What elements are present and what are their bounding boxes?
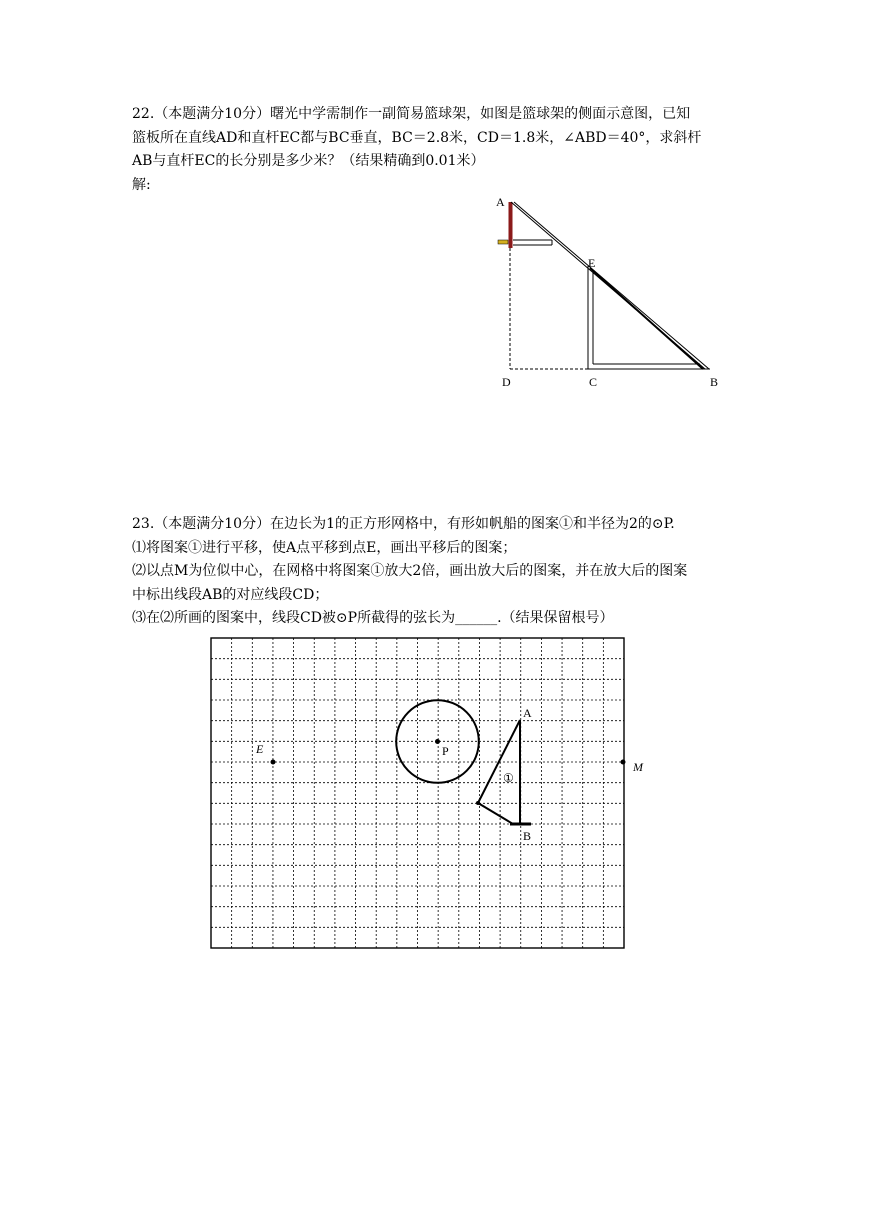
label-e: E (256, 742, 264, 756)
q23-line-1: 23.（本题满分10分）在边长为1的正方形网格中，有形如帆船的图案①和半径为2的⊙P. (132, 516, 675, 532)
label-pattern: ① (503, 771, 514, 785)
label-e: E (588, 256, 596, 270)
question-23 (132, 513, 742, 631)
point-e (271, 760, 276, 765)
label-m: M (633, 760, 643, 774)
basketball-stand-figure (490, 190, 730, 400)
q22-line-3: AB与直杆EC的长分别是多少米？（结果精确到0.01米） (132, 153, 485, 169)
backboard (509, 202, 513, 248)
rod-ab-3 (590, 268, 703, 369)
q23-line-4: 中标出线段AB的对应线段CD； (132, 586, 329, 603)
question-22 (132, 103, 742, 197)
label-a: A (523, 706, 532, 720)
label-a: A (496, 195, 505, 209)
sail-lower-edge (478, 803, 513, 824)
q23-line-3: ⑵以点M为位似中心，在网格中将图案①放大2倍，画出放大后的图案，并在放大后的图案 (132, 563, 688, 579)
q22-line-1: 22.（本题满分10分）曙光中学需制作一副简易篮球架，如图是篮球架的侧面示意图，已知 (132, 106, 691, 122)
label-b: B (523, 829, 532, 843)
q22-line-2: 篮板所在直线AD和直杆EC都与BC垂直，BC＝2.8米，CD＝1.8米，∠ABD＝40°，求斜杆 (132, 129, 702, 146)
point-pattern-vertex (476, 801, 480, 805)
q23-line-5: ⑶在⑵所画的图案中，线段CD被⊙P所截得的弦长为______.（结果保留根号） (132, 610, 614, 626)
label-d: D (502, 375, 511, 389)
grid-figure (200, 630, 660, 960)
label-c: C (589, 375, 598, 389)
sail-upper-edge (478, 720, 520, 803)
label-p: P (442, 744, 449, 758)
grid-lines (211, 638, 624, 948)
rod-ab-2 (514, 202, 709, 369)
label-b: B (710, 375, 719, 389)
q22-answer-label: 解: (132, 176, 151, 193)
rim (498, 240, 508, 244)
grid-border (211, 638, 624, 948)
point-p (435, 739, 440, 744)
point-m (621, 760, 626, 765)
q23-line-2: ⑴将图案①进行平移，使A点平移到点E，画出平移后的图案； (132, 539, 517, 556)
